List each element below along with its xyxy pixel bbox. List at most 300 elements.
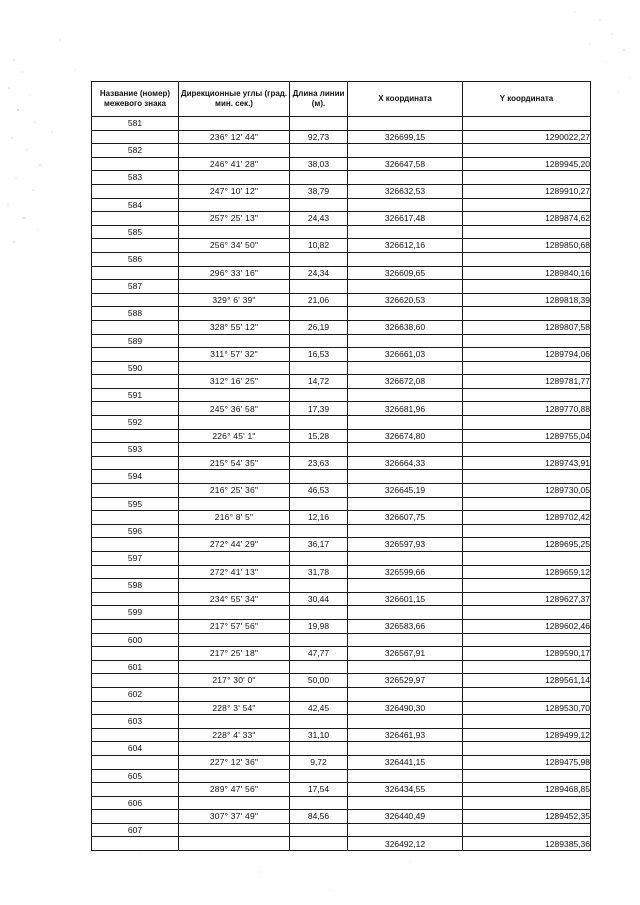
segment-row — [92, 484, 591, 498]
empty-cell — [92, 728, 179, 742]
bearing-angle-cell: 246° 41' 28" — [179, 157, 290, 171]
line-length-cell: 17,54 — [290, 783, 348, 797]
empty-cell — [348, 633, 463, 647]
empty-cell — [92, 565, 179, 579]
y-coordinate-cell: 1289702,42 — [463, 511, 591, 525]
empty-cell — [290, 117, 348, 131]
segment-row — [92, 538, 591, 552]
empty-cell — [179, 687, 290, 701]
empty-cell — [348, 171, 463, 185]
line-length-cell: 42,45 — [290, 701, 348, 715]
empty-cell — [92, 701, 179, 715]
empty-cell — [179, 416, 290, 430]
bearing-angle-cell: 272° 44' 29" — [179, 538, 290, 552]
point-name-cell: 597 — [92, 552, 179, 566]
empty-cell — [463, 606, 591, 620]
empty-cell — [463, 524, 591, 538]
y-coordinate-cell: 1289910,27 — [463, 184, 591, 198]
empty-cell — [179, 660, 290, 674]
empty-cell — [463, 823, 591, 837]
x-coordinate-cell: 326567,91 — [348, 647, 463, 661]
empty-cell — [290, 524, 348, 538]
x-coordinate-cell: 326599,66 — [348, 565, 463, 579]
x-coordinate-cell: 326601,15 — [348, 592, 463, 606]
point-name-cell: 589 — [92, 334, 179, 348]
empty-cell — [348, 225, 463, 239]
empty-cell — [463, 117, 591, 131]
y-coordinate-cell: 1289850,68 — [463, 239, 591, 253]
empty-cell — [290, 171, 348, 185]
segment-row — [92, 348, 591, 362]
point-name-cell: 600 — [92, 633, 179, 647]
x-coordinate-cell: 326620,53 — [348, 293, 463, 307]
line-length-cell: 12,16 — [290, 511, 348, 525]
empty-cell — [179, 497, 290, 511]
point-name-cell: 581 — [92, 117, 179, 131]
empty-cell — [290, 796, 348, 810]
point-name-cell: 595 — [92, 497, 179, 511]
empty-cell — [179, 552, 290, 566]
empty-cell — [179, 470, 290, 484]
table-body — [92, 117, 591, 851]
x-coordinate-cell: 326461,93 — [348, 728, 463, 742]
point-row — [92, 633, 591, 647]
bearing-angle-cell: 289° 47' 56" — [179, 783, 290, 797]
line-length-cell: 10,82 — [290, 239, 348, 253]
segment-row — [92, 266, 591, 280]
empty-cell — [348, 579, 463, 593]
empty-cell — [179, 225, 290, 239]
empty-cell — [92, 239, 179, 253]
y-coordinate-cell: 1289659,12 — [463, 565, 591, 579]
empty-cell — [348, 470, 463, 484]
segment-row — [92, 293, 591, 307]
point-row — [92, 416, 591, 430]
empty-cell — [179, 715, 290, 729]
point-row — [92, 823, 591, 837]
line-length-cell: 26,19 — [290, 320, 348, 334]
empty-cell — [290, 552, 348, 566]
point-name-cell: 598 — [92, 579, 179, 593]
empty-cell — [290, 225, 348, 239]
y-coordinate-cell: 1289781,77 — [463, 375, 591, 389]
point-row — [92, 715, 591, 729]
point-name-cell: 585 — [92, 225, 179, 239]
empty-cell — [179, 198, 290, 212]
empty-cell — [179, 606, 290, 620]
empty-cell — [290, 280, 348, 294]
empty-cell — [92, 837, 179, 851]
empty-cell — [179, 633, 290, 647]
empty-cell — [92, 375, 179, 389]
empty-cell — [92, 402, 179, 416]
x-coordinate-cell: 326664,33 — [348, 456, 463, 470]
bearing-angle-cell: 234° 55' 34" — [179, 592, 290, 606]
y-coordinate-cell: 1289743,91 — [463, 456, 591, 470]
point-name-cell: 594 — [92, 470, 179, 484]
bearing-angle-cell: 216° 8' 5" — [179, 511, 290, 525]
x-coordinate-cell: 326597,93 — [348, 538, 463, 552]
x-coordinate-cell: 326609,65 — [348, 266, 463, 280]
x-coordinate-cell: 326492,12 — [348, 837, 463, 851]
segment-row — [92, 157, 591, 171]
empty-cell — [463, 280, 591, 294]
empty-cell — [463, 769, 591, 783]
empty-cell — [179, 361, 290, 375]
point-name-cell: 591 — [92, 388, 179, 402]
line-length-cell: 23,63 — [290, 456, 348, 470]
point-row — [92, 606, 591, 620]
point-name-cell: 583 — [92, 171, 179, 185]
empty-cell — [463, 388, 591, 402]
y-coordinate-cell: 1289385,36 — [463, 837, 591, 851]
y-coordinate-cell: 1289770,88 — [463, 402, 591, 416]
x-coordinate-cell: 326583,66 — [348, 619, 463, 633]
point-name-cell: 602 — [92, 687, 179, 701]
empty-cell — [179, 443, 290, 457]
bearing-angle-cell: 256° 34' 50" — [179, 239, 290, 253]
point-row — [92, 497, 591, 511]
empty-cell — [179, 769, 290, 783]
empty-cell — [348, 144, 463, 158]
x-coordinate-cell: 326440,49 — [348, 810, 463, 824]
line-length-cell: 24,34 — [290, 266, 348, 280]
empty-cell — [290, 742, 348, 756]
point-row — [92, 280, 591, 294]
point-name-cell: 604 — [92, 742, 179, 756]
y-coordinate-cell: 1290022,27 — [463, 130, 591, 144]
bearing-angle-cell: 226° 45' 1" — [179, 429, 290, 443]
empty-cell — [348, 388, 463, 402]
empty-cell — [348, 443, 463, 457]
bearing-angle-cell: 236° 12' 44" — [179, 130, 290, 144]
line-length-cell: 14,72 — [290, 375, 348, 389]
line-length-cell: 50,00 — [290, 674, 348, 688]
bearing-angle-cell: 328° 55' 12" — [179, 320, 290, 334]
segment-row — [92, 728, 591, 742]
segment-row — [92, 565, 591, 579]
point-row — [92, 443, 591, 457]
segment-row — [92, 130, 591, 144]
line-length-cell: 21,06 — [290, 293, 348, 307]
bearing-angle-cell: 329° 6' 39" — [179, 293, 290, 307]
empty-cell — [348, 252, 463, 266]
point-name-cell: 588 — [92, 307, 179, 321]
segment-row — [92, 674, 591, 688]
y-coordinate-cell: 1289755,04 — [463, 429, 591, 443]
bearing-angle-cell: 247° 10' 12" — [179, 184, 290, 198]
y-coordinate-cell: 1289945,20 — [463, 157, 591, 171]
empty-cell — [290, 144, 348, 158]
bearing-angle-cell: 217° 25' 18" — [179, 647, 290, 661]
bearing-angle-cell: 296° 33' 16" — [179, 266, 290, 280]
empty-cell — [463, 443, 591, 457]
empty-cell — [348, 361, 463, 375]
y-coordinate-cell: 1289730,05 — [463, 484, 591, 498]
segment-row — [92, 184, 591, 198]
x-coordinate-cell: 326674,80 — [348, 429, 463, 443]
empty-cell — [92, 538, 179, 552]
point-row — [92, 252, 591, 266]
point-row — [92, 171, 591, 185]
x-coordinate-cell: 326434,55 — [348, 783, 463, 797]
segment-row — [92, 837, 591, 851]
y-coordinate-cell: 1289840,16 — [463, 266, 591, 280]
segment-row — [92, 755, 591, 769]
x-coordinate-cell: 326632,53 — [348, 184, 463, 198]
empty-cell — [290, 443, 348, 457]
empty-cell — [463, 416, 591, 430]
bearing-angle-cell: 217° 57' 56" — [179, 619, 290, 633]
point-row — [92, 796, 591, 810]
empty-cell — [92, 755, 179, 769]
empty-cell — [463, 497, 591, 511]
empty-cell — [92, 293, 179, 307]
coordinates-table — [91, 81, 591, 851]
y-coordinate-cell: 1289499,12 — [463, 728, 591, 742]
empty-cell — [463, 198, 591, 212]
empty-cell — [92, 348, 179, 362]
empty-cell — [179, 579, 290, 593]
empty-cell — [179, 823, 290, 837]
empty-cell — [179, 388, 290, 402]
line-length-cell: 15,28 — [290, 429, 348, 443]
x-coordinate-cell: 326529,97 — [348, 674, 463, 688]
y-coordinate-cell: 1289794,06 — [463, 348, 591, 362]
empty-cell — [463, 579, 591, 593]
empty-cell — [179, 171, 290, 185]
x-coordinate-cell: 326681,96 — [348, 402, 463, 416]
point-row — [92, 334, 591, 348]
x-coordinate-cell: 326699,15 — [348, 130, 463, 144]
empty-cell — [92, 511, 179, 525]
segment-row — [92, 456, 591, 470]
empty-cell — [92, 783, 179, 797]
empty-cell — [348, 823, 463, 837]
bearing-angle-cell: 228° 3' 54" — [179, 701, 290, 715]
line-length-cell: 19,98 — [290, 619, 348, 633]
segment-row — [92, 320, 591, 334]
line-length-cell: 9,72 — [290, 755, 348, 769]
empty-cell — [92, 320, 179, 334]
line-length-cell: 38,79 — [290, 184, 348, 198]
empty-cell — [290, 837, 348, 851]
empty-cell — [463, 687, 591, 701]
empty-cell — [348, 198, 463, 212]
y-coordinate-cell: 1289695,25 — [463, 538, 591, 552]
x-coordinate-cell: 326617,48 — [348, 212, 463, 226]
segment-row — [92, 239, 591, 253]
empty-cell — [348, 715, 463, 729]
empty-cell — [92, 674, 179, 688]
point-row — [92, 225, 591, 239]
bearing-angle-cell: 312° 16' 25" — [179, 375, 290, 389]
y-coordinate-cell: 1289452,35 — [463, 810, 591, 824]
point-name-cell: 596 — [92, 524, 179, 538]
empty-cell — [92, 484, 179, 498]
empty-cell — [290, 361, 348, 375]
point-row — [92, 524, 591, 538]
line-length-cell: 92,73 — [290, 130, 348, 144]
empty-cell — [92, 810, 179, 824]
point-row — [92, 361, 591, 375]
x-coordinate-cell: 326490,30 — [348, 701, 463, 715]
header-bearing-angle: Дирекционные углы (град. мин. сек.) — [179, 82, 290, 117]
empty-cell — [92, 647, 179, 661]
point-row — [92, 552, 591, 566]
y-coordinate-cell: 1289468,85 — [463, 783, 591, 797]
x-coordinate-cell: 326607,75 — [348, 511, 463, 525]
empty-cell — [179, 144, 290, 158]
empty-cell — [463, 470, 591, 484]
segment-row — [92, 212, 591, 226]
empty-cell — [179, 334, 290, 348]
empty-cell — [179, 307, 290, 321]
empty-cell — [463, 225, 591, 239]
empty-cell — [463, 144, 591, 158]
empty-cell — [348, 552, 463, 566]
y-coordinate-cell: 1289590,17 — [463, 647, 591, 661]
point-name-cell: 607 — [92, 823, 179, 837]
line-length-cell: 24,43 — [290, 212, 348, 226]
y-coordinate-cell: 1289561,14 — [463, 674, 591, 688]
empty-cell — [463, 307, 591, 321]
segment-row — [92, 402, 591, 416]
empty-cell — [179, 117, 290, 131]
segment-row — [92, 375, 591, 389]
empty-cell — [348, 117, 463, 131]
empty-cell — [179, 524, 290, 538]
empty-cell — [290, 579, 348, 593]
empty-cell — [290, 470, 348, 484]
empty-cell — [463, 361, 591, 375]
header-y-coordinate: Y координата — [463, 82, 591, 117]
x-coordinate-cell: 326647,58 — [348, 157, 463, 171]
empty-cell — [348, 660, 463, 674]
empty-cell — [348, 742, 463, 756]
empty-cell — [92, 157, 179, 171]
empty-cell — [348, 280, 463, 294]
segment-row — [92, 429, 591, 443]
empty-cell — [348, 524, 463, 538]
header-line-length: Длина линии (м). — [290, 82, 348, 117]
x-coordinate-cell: 326661,03 — [348, 348, 463, 362]
empty-cell — [348, 687, 463, 701]
bearing-angle-cell: 307° 37' 49" — [179, 810, 290, 824]
point-row — [92, 769, 591, 783]
segment-row — [92, 783, 591, 797]
empty-cell — [290, 198, 348, 212]
empty-cell — [290, 633, 348, 647]
empty-cell — [348, 334, 463, 348]
line-length-cell: 30,44 — [290, 592, 348, 606]
empty-cell — [290, 307, 348, 321]
empty-cell — [290, 388, 348, 402]
bearing-angle-cell: 216° 25' 36" — [179, 484, 290, 498]
point-row — [92, 117, 591, 131]
y-coordinate-cell: 1289602,46 — [463, 619, 591, 633]
empty-cell — [463, 633, 591, 647]
point-name-cell: 599 — [92, 606, 179, 620]
empty-cell — [92, 266, 179, 280]
bearing-angle-cell: 215° 54' 35" — [179, 456, 290, 470]
empty-cell — [92, 592, 179, 606]
empty-cell — [348, 307, 463, 321]
line-length-cell: 17,39 — [290, 402, 348, 416]
line-length-cell: 36,17 — [290, 538, 348, 552]
segment-row — [92, 647, 591, 661]
empty-cell — [348, 416, 463, 430]
empty-cell — [92, 184, 179, 198]
empty-cell — [463, 334, 591, 348]
y-coordinate-cell: 1289818,39 — [463, 293, 591, 307]
table-header-row — [92, 82, 591, 117]
bearing-angle-cell: 227° 12' 36" — [179, 755, 290, 769]
point-name-cell: 587 — [92, 280, 179, 294]
point-row — [92, 198, 591, 212]
y-coordinate-cell: 1289874,62 — [463, 212, 591, 226]
line-length-cell: 46,53 — [290, 484, 348, 498]
empty-cell — [179, 252, 290, 266]
y-coordinate-cell: 1289627,37 — [463, 592, 591, 606]
bearing-angle-cell: 272° 41' 13" — [179, 565, 290, 579]
segment-row — [92, 701, 591, 715]
point-row — [92, 660, 591, 674]
point-row — [92, 144, 591, 158]
x-coordinate-cell: 326441,15 — [348, 755, 463, 769]
point-row — [92, 579, 591, 593]
bearing-angle-cell: 228° 4' 33" — [179, 728, 290, 742]
x-coordinate-cell: 326612,16 — [348, 239, 463, 253]
header-x-coordinate: X координата — [348, 82, 463, 117]
empty-cell — [463, 552, 591, 566]
bearing-angle-cell: 245° 36' 58" — [179, 402, 290, 416]
empty-cell — [463, 252, 591, 266]
line-length-cell: 47,77 — [290, 647, 348, 661]
point-row — [92, 388, 591, 402]
point-name-cell: 592 — [92, 416, 179, 430]
empty-cell — [290, 334, 348, 348]
segment-row — [92, 511, 591, 525]
point-name-cell: 586 — [92, 252, 179, 266]
empty-cell — [290, 606, 348, 620]
empty-cell — [348, 497, 463, 511]
empty-cell — [348, 796, 463, 810]
empty-cell — [463, 715, 591, 729]
point-row — [92, 470, 591, 484]
y-coordinate-cell: 1289807,58 — [463, 320, 591, 334]
x-coordinate-cell: 326645,19 — [348, 484, 463, 498]
empty-cell — [92, 456, 179, 470]
empty-cell — [290, 687, 348, 701]
y-coordinate-cell: 1289475,98 — [463, 755, 591, 769]
point-row — [92, 742, 591, 756]
empty-cell — [179, 837, 290, 851]
empty-cell — [92, 212, 179, 226]
bearing-angle-cell: 257° 25' 13" — [179, 212, 290, 226]
empty-cell — [290, 769, 348, 783]
empty-cell — [290, 497, 348, 511]
point-name-cell: 605 — [92, 769, 179, 783]
point-name-cell: 593 — [92, 443, 179, 457]
bearing-angle-cell: 311° 57' 32" — [179, 348, 290, 362]
empty-cell — [463, 660, 591, 674]
segment-row — [92, 619, 591, 633]
empty-cell — [290, 823, 348, 837]
empty-cell — [92, 619, 179, 633]
empty-cell — [179, 280, 290, 294]
point-name-cell: 601 — [92, 660, 179, 674]
